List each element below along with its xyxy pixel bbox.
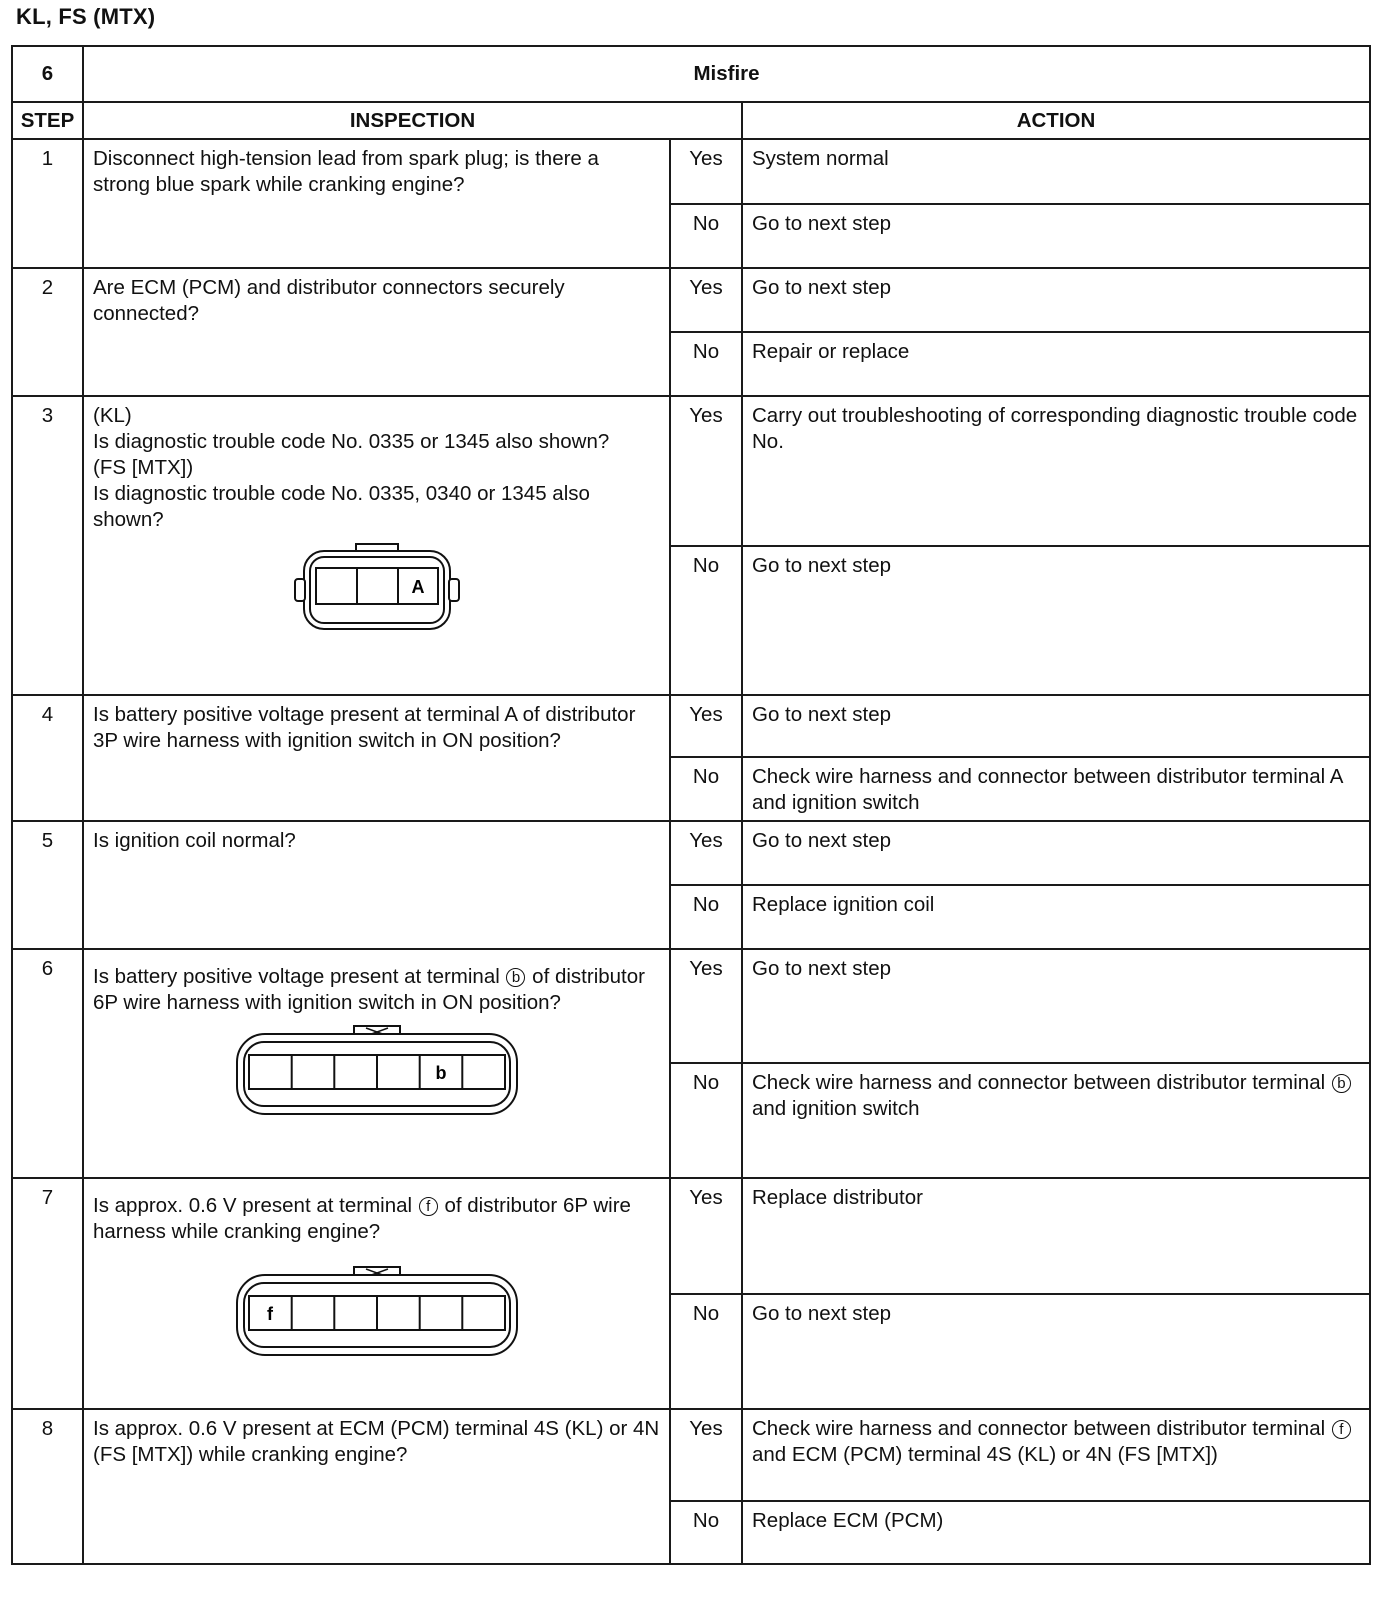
step-number: 8 (12, 1409, 83, 1564)
no-label: No (670, 1501, 742, 1564)
no-action-post: and ignition switch (752, 1097, 920, 1120)
connector-terminal-label: A (411, 577, 424, 597)
terminal-f-marker: f (1332, 1420, 1351, 1439)
inspection-text: Is approx. 0.6 V present at ECM (PCM) terminal 4S (KL) or 4N (FS [MTX]) while cranking engine? (83, 1409, 670, 1564)
inspection-text: Are ECM (PCM) and distributor connectors securely connected? (83, 268, 670, 396)
yes-action (742, 1409, 1370, 1501)
inspection-text-post: of distributor 6P wire harness with ignition switch in ON position? (93, 965, 645, 1014)
table-row (12, 1409, 1370, 1501)
inspection-text-post: of distributor 6P wire harness while cranking engine? (93, 1194, 631, 1243)
column-header-action: ACTION (742, 102, 1370, 139)
inspection-text: Disconnect high-tension lead from spark plug; is there a strong blue spark while cranking engine? (83, 139, 670, 268)
step-number: 4 (12, 695, 83, 821)
inspection-text: (KL) Is diagnostic trouble code No. 0335 or 1345 also shown? (FS [MTX]) Is diagnostic trouble code No. 0335, 0340 or 1345 also shown? (93, 404, 610, 531)
connector-terminal-label: f (266, 1304, 273, 1324)
table-title-row (12, 46, 1370, 102)
yes-label: Yes (670, 821, 742, 885)
no-label: No (670, 546, 742, 695)
no-action (742, 1063, 1370, 1178)
inspection-text: Is battery positive voltage present at terminal A of distributor 3P wire harness with ignition switch in ON position? (83, 695, 670, 821)
yes-label: Yes (670, 949, 742, 1063)
no-action-pre: Check wire harness and connector between distributor terminal (752, 1071, 1331, 1094)
connector-3p-diagram (93, 541, 660, 633)
no-action: Replace ECM (PCM) (742, 1501, 1370, 1564)
yes-action-pre: Check wire harness and connector between distributor terminal (752, 1417, 1331, 1440)
connector-terminal-label: b (435, 1063, 446, 1083)
yes-label: Yes (670, 268, 742, 332)
table-row (12, 821, 1370, 885)
terminal-f-marker: f (419, 1197, 438, 1216)
inspection-text-pre: Is battery positive voltage present at terminal (93, 965, 506, 988)
page-title: KL, FS (MTX) (16, 4, 156, 29)
inspection-text-pre: Is approx. 0.6 V present at terminal (93, 1194, 418, 1217)
step-number: 3 (12, 396, 83, 695)
yes-label: Yes (670, 396, 742, 546)
connector-6p-drawing (232, 1024, 522, 1116)
table-row (12, 139, 1370, 204)
yes-label: Yes (670, 139, 742, 204)
no-action: Go to next step (742, 204, 1370, 268)
connector-6p-drawing (232, 1265, 522, 1357)
no-label: No (670, 1063, 742, 1178)
no-label: No (670, 1294, 742, 1409)
no-action: Check wire harness and connector between distributor terminal A and ignition switch (742, 757, 1370, 821)
table-header-row (12, 102, 1370, 139)
inspection-cell (83, 396, 670, 695)
table-row (12, 1178, 1370, 1294)
terminal-b-marker: b (506, 968, 525, 987)
no-label: No (670, 332, 742, 396)
no-action: Repair or replace (742, 332, 1370, 396)
yes-action: System normal (742, 139, 1370, 204)
yes-action: Go to next step (742, 695, 1370, 757)
step-number: 2 (12, 268, 83, 396)
yes-action: Go to next step (742, 821, 1370, 885)
yes-action: Go to next step (742, 949, 1370, 1063)
test-name: Misfire (83, 46, 1370, 102)
no-label: No (670, 885, 742, 949)
yes-action: Go to next step (742, 268, 1370, 332)
no-label: No (670, 204, 742, 268)
inspection-text: Is ignition coil normal? (83, 821, 670, 949)
table-row (12, 396, 1370, 546)
step-number: 7 (12, 1178, 83, 1409)
table-row (12, 268, 1370, 332)
table-row (12, 949, 1370, 1063)
inspection-cell (83, 949, 670, 1178)
connector-3p-drawing (292, 541, 462, 633)
column-header-inspection: INSPECTION (83, 102, 742, 139)
step-number: 6 (12, 949, 83, 1178)
column-header-step: STEP (12, 102, 83, 139)
yes-action: Replace distributor (742, 1178, 1370, 1294)
no-label: No (670, 757, 742, 821)
terminal-b-marker: b (1332, 1074, 1351, 1093)
step-number: 1 (12, 139, 83, 268)
yes-label: Yes (670, 1409, 742, 1501)
no-action: Go to next step (742, 1294, 1370, 1409)
yes-action: Carry out troubleshooting of corresponding diagnostic trouble code No. (742, 396, 1370, 546)
connector-6p-diagram (93, 1024, 660, 1116)
table-row (12, 695, 1370, 757)
connector-6p-diagram (93, 1265, 660, 1357)
yes-action-post: and ECM (PCM) terminal 4S (KL) or 4N (FS [MTX]) (752, 1443, 1218, 1466)
no-action: Go to next step (742, 546, 1370, 695)
inspection-cell (83, 1178, 670, 1409)
yes-label: Yes (670, 695, 742, 757)
step-number: 5 (12, 821, 83, 949)
inspection-text (93, 956, 660, 1016)
inspection-text (93, 1185, 660, 1245)
no-action: Replace ignition coil (742, 885, 1370, 949)
troubleshooting-table (11, 45, 1371, 1565)
test-number: 6 (12, 46, 83, 102)
yes-label: Yes (670, 1178, 742, 1294)
